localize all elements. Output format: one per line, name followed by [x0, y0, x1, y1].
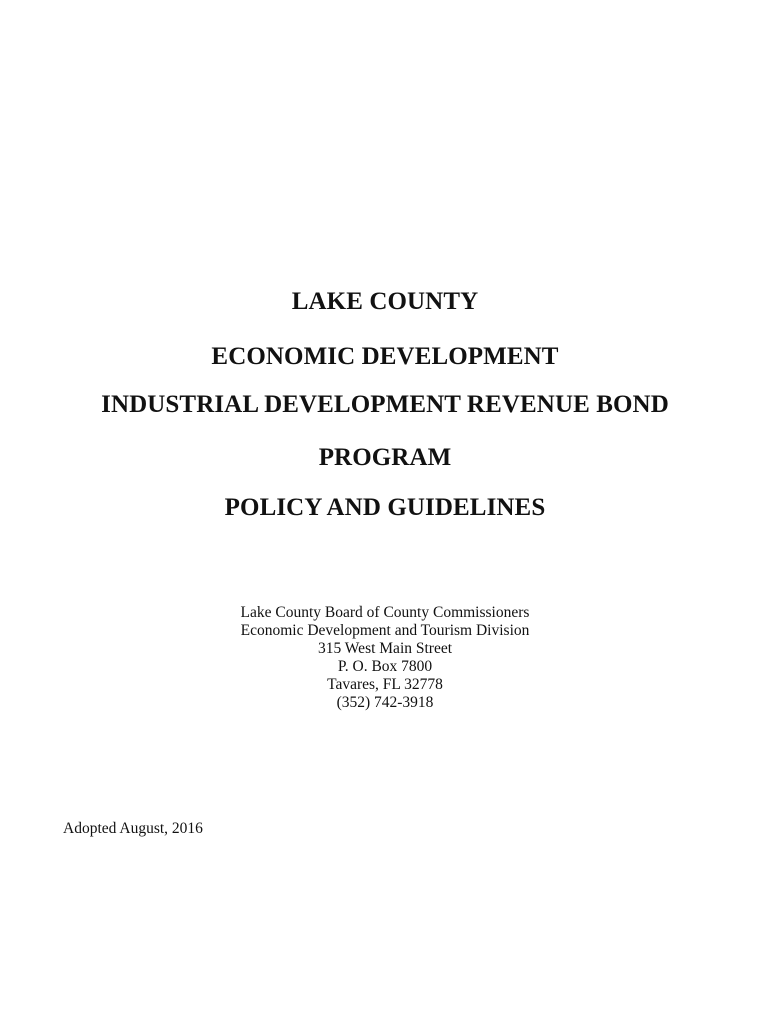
adopted-date: Adopted August, 2016 — [63, 820, 203, 837]
address-line-division: Economic Development and Tourism Division — [240, 622, 530, 639]
title-policy-guidelines: POLICY AND GUIDELINES — [224, 494, 546, 521]
address-line-city: Tavares, FL 32778 — [327, 676, 443, 693]
address-line-po-box: P. O. Box 7800 — [337, 658, 433, 675]
address-line-street: 315 West Main Street — [317, 640, 453, 657]
title-program: PROGRAM — [318, 444, 452, 471]
title-economic-development: ECONOMIC DEVELOPMENT — [211, 343, 559, 370]
address-line-phone: (352) 742-3918 — [336, 694, 434, 711]
title-revenue-bond: INDUSTRIAL DEVELOPMENT REVENUE BOND — [101, 391, 669, 418]
address-block — [0, 604, 770, 712]
title-county: LAKE COUNTY — [291, 288, 479, 315]
address-line-board: Lake County Board of County Commissioners — [240, 604, 530, 621]
